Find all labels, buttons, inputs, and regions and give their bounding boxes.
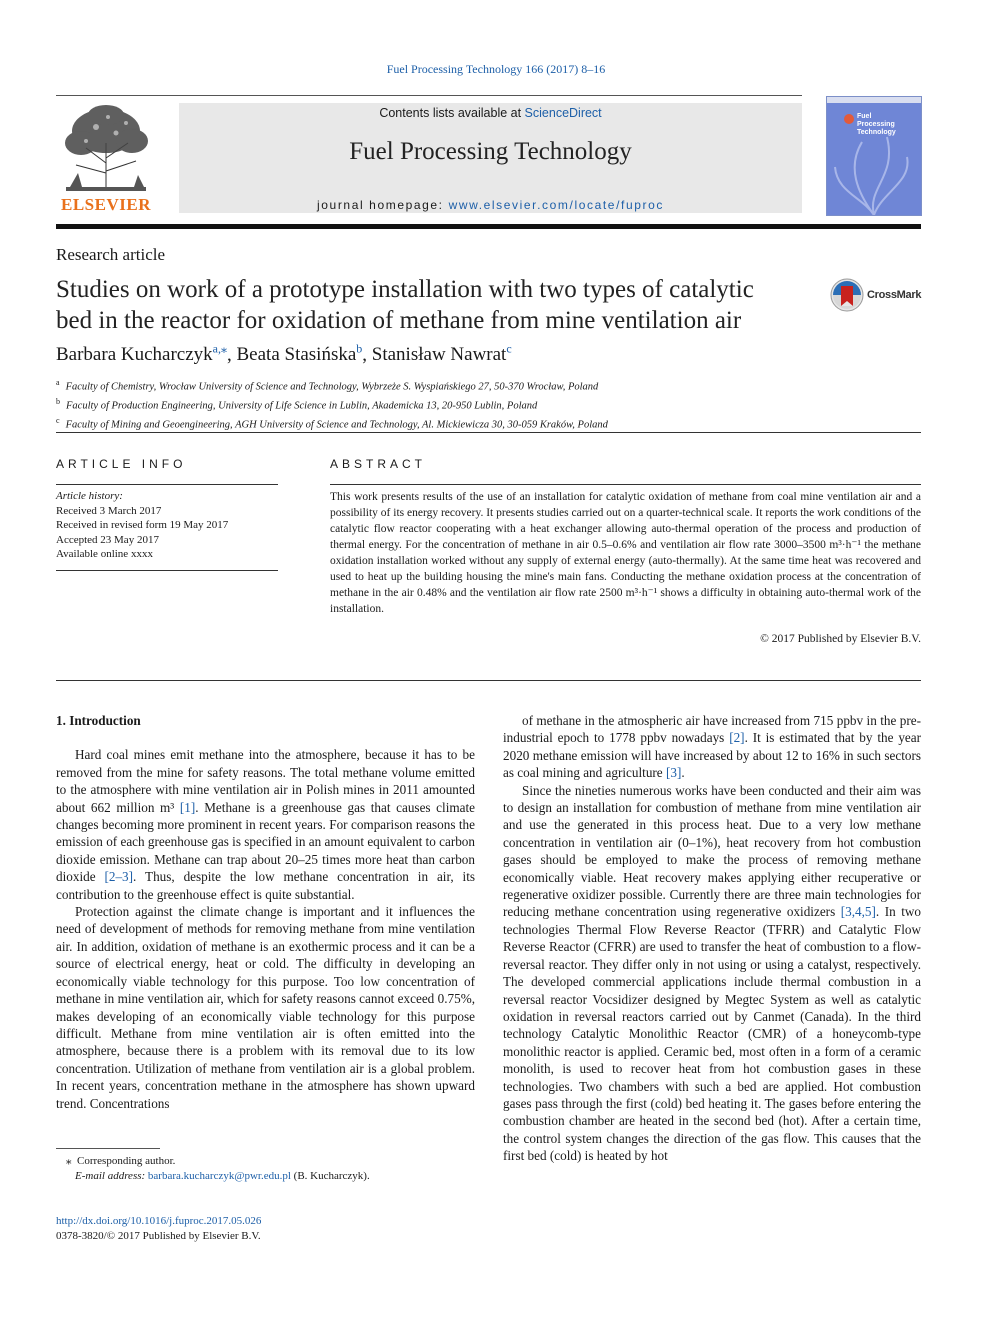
abstract-bottom-rule	[56, 680, 921, 681]
footnote-email	[56, 1169, 475, 1184]
citation-link[interactable]: [3]	[665, 765, 682, 781]
body-paragraph	[503, 782, 921, 1165]
elsevier-tree-icon	[56, 103, 156, 195]
contents-prefix: Contents lists available at	[379, 106, 525, 120]
issn-line: 0378-3820/© 2017 Published by Elsevier B.V.	[56, 1230, 261, 1242]
paragraph-container	[503, 712, 921, 1165]
article-type: Research article	[56, 245, 166, 264]
paragraph-text: Hard coal mines emit methane into the atmosphere, because it has to be removed from the mine for safety reasons. The total methane volume emitted to the atmosphere with mine ventilation air in Polish mines in 2011 amounted about 662 million m³	[56, 747, 475, 815]
abstract-text: This work presents results of the use of an installation for catalytic oxidation of methane from coal mine ventilation air and a possibility of its energy recovery. It presents studies carried out on a quarter-technical scale. It reports the work conditions of the catalytic flow reactor cooperating with a heat exchanger allowing auto-thermal operation of the process and production of thermal energy. For the concentration of methane in air 0.5–0.6% and ventilation air flow rate 3000–3500 m³·h⁻¹ the methane oxidation installation worked without any supply of external energy (auto-thermally). At the same time heat was recovered and used to heat up the building housing the mine's main fans. Conducting the methane oxidation process at the concentration of methane in the air 0.48% and the ventilation air flow rate 2500 m³·h⁻¹ shows a difficulty in obtaining auto-thermal work of the installation.	[330, 491, 921, 615]
footnote-marker: ⁎	[66, 1155, 72, 1167]
affiliations-divider	[56, 432, 921, 433]
elsevier-logo	[56, 103, 156, 215]
body-column-left	[56, 712, 475, 1112]
paragraph-text: . It is estimated that by the year 2020 methane emission will have increased by about 12 to 16% in such sectors as coal mining and agriculture	[503, 730, 922, 781]
article-history-label: Article history:	[56, 490, 123, 502]
header-top-rule	[56, 95, 802, 96]
journal-cover-thumbnail[interactable]	[826, 96, 922, 216]
crossmark-label: CrossMark	[867, 289, 922, 301]
paragraph-text: . In two technologies Thermal Flow Reverse Reactor (TFRR) and Catalytic Flow Reverse Reactor (CFRR) are used to transfer the heat of combustion to a flow-reversal reactor. They differ only in not using or using a catalyst, respectively. The developed commercial applications include thermal combustion in a reversal reactor Vocsidizer designed by Megtec System as well as catalytic oxidation in reversal reactors carried out by Canmet (Canada). In the third technology Catalytic Monolithic Reactor (CMR) of a honeycomb-type monolithic reactor is applied. Ceramic bed, most often in a form of a ceramic monolith, is used to recover heat from hot combustion gases in these technologies. Two chambers with such a bed are applied. Hot combustion gases pass through the first (cold) bed heating it. The gases before entering the combustion chamber are heated in the second bed (hot). After a certain time, the control system changes the direction of the gas flow. This causes that the first bed (cold) is heated by hot	[503, 904, 921, 1164]
cover-title-line: Technology	[857, 129, 896, 136]
abstract-rule	[330, 484, 921, 485]
author-affiliation-marker[interactable]: c	[506, 342, 512, 356]
author-affiliation-marker[interactable]: b	[356, 342, 363, 356]
paragraph-text: Protection against the climate change is important and it influences the need of development of methods for removing methane from mine ventilation air. In addition, oxidation of methane is an exothermic process and it can be a source of electrical energy, heat or cold. The difficulty in developing an economically viable technology for this purpose. Too low concentration of methane in mine ventilation air, which for safety reasons cannot exceed 0.75%, makes developing of an economically viable technology for this purpose difficult. Methane from mine ventilation air is often emitted into the atmosphere, because there is a problem with its removal due to its low concentration. Utilization of methane from ventilation air is a global problem. In recent years, concentration methane in the atmosphere has shown upward trend. Concentrations	[56, 904, 475, 1111]
journal-title: Fuel Processing Technology	[349, 138, 632, 165]
history-received: Received 3 March 2017	[56, 504, 162, 517]
body-paragraph	[503, 712, 921, 782]
footnote	[56, 1154, 475, 1184]
history-online: Available online xxxx	[56, 548, 153, 560]
article-history	[56, 489, 278, 562]
body-paragraph	[56, 746, 475, 903]
journal-reference[interactable]	[0, 62, 992, 77]
paragraph-text: of methane in the atmospheric air have increased from 715 ppbv in the pre-industrial epoch to 1778 ppbv nowadays	[503, 713, 921, 746]
history-revised: Received in revised form 19 May 2017	[56, 519, 229, 531]
cover-title	[857, 113, 896, 137]
footnote-corresponding	[56, 1154, 475, 1169]
article-info-bottom-rule	[56, 570, 278, 571]
abstract-heading: ABSTRACT	[330, 457, 427, 471]
cover-title-line: Processing	[857, 121, 895, 128]
affiliation-marker: a	[56, 378, 60, 387]
author-name[interactable]: Beata Stasińska	[236, 344, 357, 366]
citation-link[interactable]: [2]	[729, 730, 745, 746]
affiliation-text: Faculty of Mining and Geoengineering, AGH University of Science and Technology, Al. Mickiewicza 30, 30-059 Kraków, Poland	[65, 419, 608, 431]
footnote-corresponding-text: Corresponding author.	[77, 1155, 176, 1167]
article-info-rule	[56, 484, 278, 485]
paragraph-container	[56, 746, 475, 1112]
citation-link[interactable]: [3,4,5]	[840, 904, 876, 920]
header-bottom-rule	[56, 224, 921, 229]
paragraph-text: .	[681, 765, 685, 781]
contents-line	[179, 103, 802, 120]
author-separator: ,	[362, 344, 372, 366]
paragraph-text: . Thus, despite the low methane concentration in air, its contribution to the greenhouse effect is quite substantial.	[56, 869, 475, 902]
author[interactable]	[237, 344, 363, 365]
citation-link[interactable]: [2–3]	[104, 869, 134, 885]
author-name[interactable]: Barbara Kucharczyk	[56, 344, 213, 366]
sciencedirect-link[interactable]: ScienceDirect	[524, 106, 602, 120]
email-label: E-mail address:	[75, 1170, 148, 1182]
journal-reference-link[interactable]: Fuel Processing Technology 166 (2017) 8–16	[386, 62, 606, 76]
history-accepted: Accepted 23 May 2017	[56, 533, 159, 546]
affiliation-marker: c	[56, 416, 60, 425]
crossmark-badge[interactable]	[830, 278, 930, 314]
affiliation-marker: b	[56, 397, 60, 406]
author-affiliation-marker[interactable]: a,⁎	[212, 342, 227, 356]
affiliation	[56, 414, 921, 433]
author-list	[56, 342, 512, 366]
citation-link[interactable]: [1]	[179, 799, 196, 815]
elsevier-wordmark: ELSEVIER	[61, 195, 151, 214]
footnote-rule	[56, 1148, 160, 1149]
article-info-heading: ARTICLE INFO	[56, 457, 187, 471]
affiliation-text: Faculty of Production Engineering, University of Life Science in Lublin, Akademicka 13, 20-950 Lublin, Poland	[66, 400, 538, 412]
paragraph-text: . Methane is a greenhouse gas that causes climate changes becoming more prominent in recent years. For comparison reasons the emission of each greenhouse gas is specified in an amount equivalent to carbon dioxide emission. Methane can trap about 20–25 times more heat than carbon dioxide	[56, 799, 475, 885]
article-title: Studies on work of a prototype installation with two types of catalytic bed in the reactor for oxidation of methane from mine ventilation air	[56, 276, 754, 334]
journal-homepage	[179, 198, 802, 212]
affiliation	[56, 376, 921, 395]
crossmark-icon	[830, 278, 864, 312]
email-link[interactable]: barbara.kucharczyk@pwr.edu.pl	[147, 1170, 291, 1182]
body-column-right	[503, 712, 921, 1165]
doi-block	[56, 1214, 261, 1244]
email-suffix: (B. Kucharczyk).	[290, 1170, 370, 1182]
author[interactable]	[56, 344, 227, 365]
paragraph-text: Since the nineties numerous works have been conducted and their aim was to design an installation for combustion of methane from mine ventilation air and use the generated in this process heat. Due to a very low methane concentration in ventilation air (0–1%), heat recovery from hot combustion gases should be employed to make the process of removing methane economically viable. Heat recovery makes applying either recuperative or regenerative oxidizer possible. Currently there are three main technologies for reducing methane concentration using regenerative oxidizers	[503, 782, 921, 920]
doi-link[interactable]: http://dx.doi.org/10.1016/j.fuproc.2017.05.026	[56, 1215, 262, 1227]
cover-title-line: Fuel	[857, 113, 872, 120]
body-paragraph	[56, 903, 475, 1112]
abstract-copyright: © 2017 Published by Elsevier B.V.	[760, 633, 921, 645]
author[interactable]	[372, 344, 512, 365]
section-heading: 1. Introduction	[56, 713, 141, 728]
author-separator: ,	[227, 344, 237, 366]
homepage-prefix: journal homepage:	[317, 198, 449, 212]
affiliation	[56, 395, 921, 414]
affiliations	[56, 376, 921, 433]
affiliation-text: Faculty of Chemistry, Wrocław University of Science and Technology, Wybrzeże S. Wyspiańskiego 27, 50-370 Wrocław, Poland	[65, 381, 599, 393]
author-name[interactable]: Stanisław Nawrat	[371, 344, 507, 366]
homepage-link[interactable]: www.elsevier.com/locate/fuproc	[448, 198, 664, 212]
